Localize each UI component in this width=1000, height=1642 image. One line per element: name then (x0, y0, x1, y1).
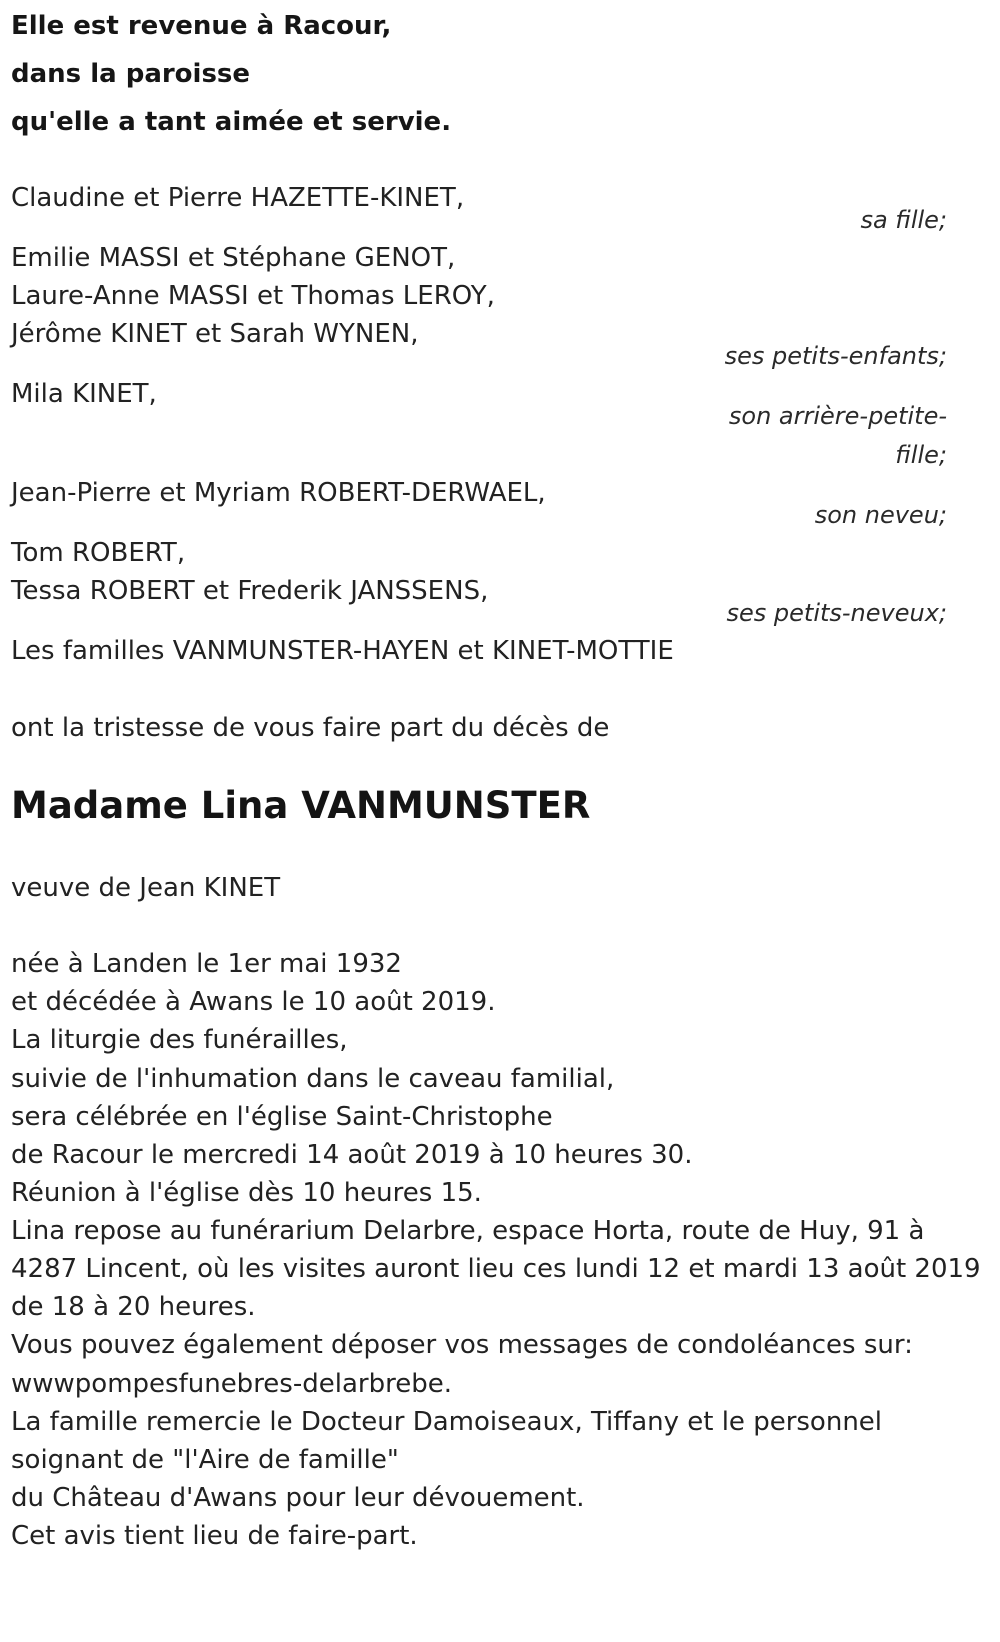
relation-label: fille; (895, 441, 947, 469)
epitaph-line: qu'elle a tant aimée et servie. (11, 107, 452, 137)
detail-line: La famille remercie le Docteur Damoiseaux, Tiffany et le personnel (11, 1407, 883, 1437)
detail-line: sera célébrée en l'église Saint-Christophe (11, 1102, 553, 1132)
family-member-name: Mila KINET, (11, 379, 157, 409)
detail-line: du Château d'Awans pour leur dévouement. (11, 1483, 585, 1513)
detail-line: 4287 Lincent, où les visites auront lieu ces lundi 12 et mardi 13 août 2019 (11, 1254, 981, 1284)
detail-line: Réunion à l'église dès 10 heures 15. (11, 1178, 482, 1208)
relation-label: son arrière-petite- (728, 402, 947, 430)
condolence-website: wwwpompesfunebres-delarbrebe. (11, 1369, 452, 1399)
family-member-name: Laure-Anne MASSI et Thomas LEROY, (11, 281, 495, 311)
family-member-name: Tessa ROBERT et Frederik JANSSENS, (11, 576, 489, 606)
relation-label: ses petits-neveux; (726, 599, 947, 627)
widow-of: veuve de Jean KINET (11, 873, 281, 903)
deceased-name: Madame Lina VANMUNSTER (11, 784, 591, 827)
epitaph-line: Elle est revenue à Racour, (11, 11, 392, 41)
detail-line: La liturgie des funérailles, (11, 1025, 348, 1055)
family-member-name: Claudine et Pierre HAZETTE-KINET, (11, 183, 465, 213)
detail-line: Cet avis tient lieu de faire-part. (11, 1521, 418, 1551)
detail-line: de 18 à 20 heures. (11, 1292, 256, 1322)
detail-line: soignant de "l'Aire de famille" (11, 1445, 399, 1475)
announcement-intro: ont la tristesse de vous faire part du décès de (11, 713, 610, 743)
family-member-name: Tom ROBERT, (11, 538, 186, 568)
family-member-name: Emilie MASSI et Stéphane GENOT, (11, 243, 456, 273)
family-member-name: Jérôme KINET et Sarah WYNEN, (11, 319, 419, 349)
relation-label: sa fille; (860, 206, 947, 234)
detail-line: suivie de l'inhumation dans le caveau familial, (11, 1064, 615, 1094)
epitaph-line: dans la paroisse (11, 59, 251, 89)
detail-line: Vous pouvez également déposer vos messages de condoléances sur: (11, 1330, 913, 1360)
families-line: Les familles VANMUNSTER-HAYEN et KINET-MOTTIE (11, 636, 674, 666)
relation-label: son neveu; (814, 501, 947, 529)
relation-label: ses petits-enfants; (724, 342, 947, 370)
detail-line: et décédée à Awans le 10 août 2019. (11, 987, 496, 1017)
detail-line: née à Landen le 1er mai 1932 (11, 949, 402, 979)
family-member-name: Jean-Pierre et Myriam ROBERT-DERWAEL, (11, 478, 546, 508)
detail-line: de Racour le mercredi 14 août 2019 à 10 heures 30. (11, 1140, 693, 1170)
detail-line: Lina repose au funérarium Delarbre, espace Horta, route de Huy, 91 à (11, 1216, 925, 1246)
